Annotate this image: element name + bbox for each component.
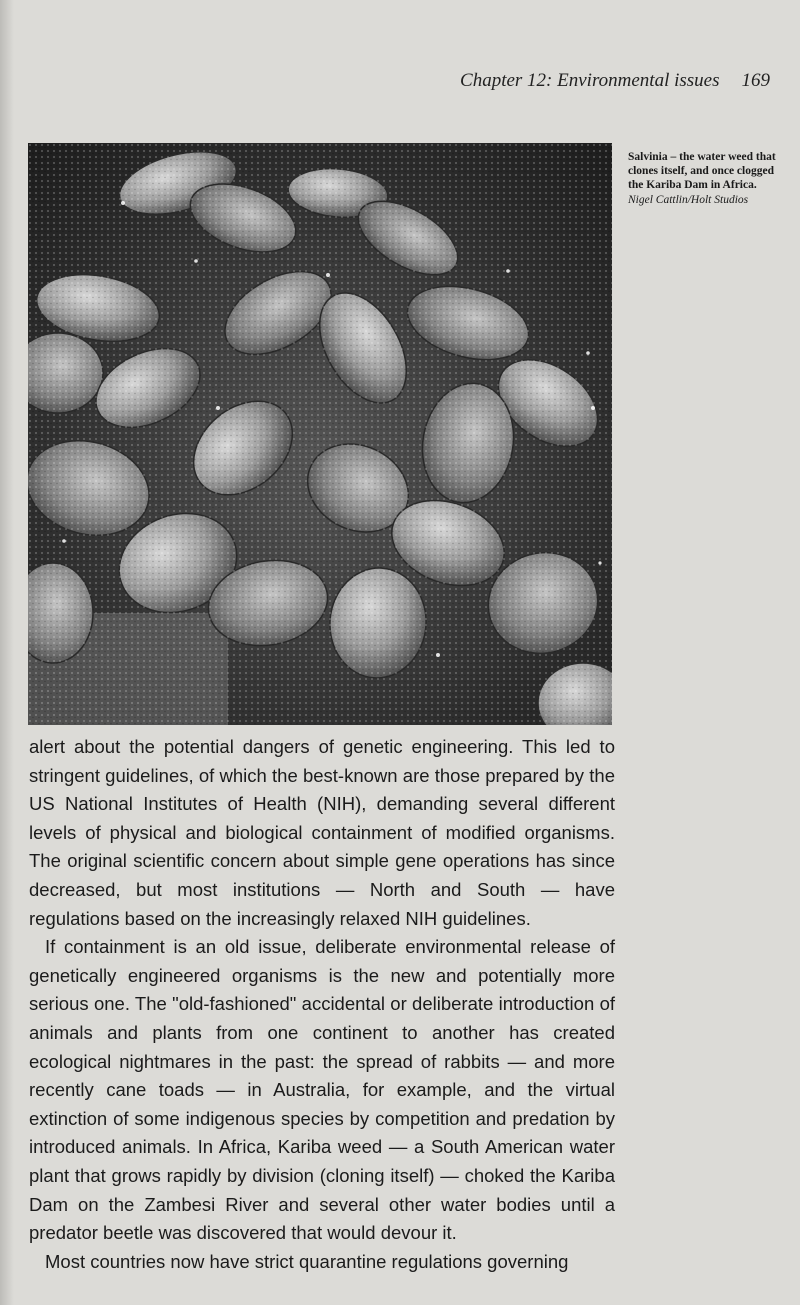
paragraph-3: Most countries now have strict quarantine regulations governing [45, 1250, 569, 1272]
chapter-title: Chapter 12: Environmental issues [460, 70, 720, 91]
paragraph-2: If containment is an old issue, deliberate environmental release of genetically engineered organisms is the new and potentially more serious one. The "old-fashioned" accidental or deliberate introduction of animals and plants from one continent to another has created ecological nightmares in the past: the spread of rabbits — and more recently cane toads — in Australia, for example, and the virtual extinction of some indigenous species by competition and predation by introduced animals. In Africa, Kariba weed — a South American water plant that grows rapidly by division (cloning itself) — choked the Kariba Dam on the Zambesi River and several other water bodies until a predator beetle was discovered that would devour it. [29, 936, 615, 1244]
running-header [460, 70, 770, 92]
page-number: 169 [741, 70, 770, 91]
paragraph-1: alert about the potential dangers of genetic engineering. This led to stringent guidelines, of which the best-known are those prepared by the US National Institutes of Health (NIH), demanding several different levels of physical and biological containment of modified organisms. The original scientific concern about simple gene operations has since decreased, but most institutions — North and South — have regulations based on the increasingly relaxed NIH guidelines. [29, 736, 615, 929]
salvinia-photograph [28, 143, 612, 725]
book-spine-shadow [0, 0, 14, 1305]
caption-text: Salvinia – the water weed that clones itself, and once clogged the Kariba Dam in Africa. [628, 151, 776, 191]
figure-caption [628, 150, 778, 207]
photo-credit: Nigel Cattlin/Holt Studios [628, 194, 749, 206]
salvinia-photo-graphic [28, 143, 612, 725]
body-text [29, 733, 615, 1276]
